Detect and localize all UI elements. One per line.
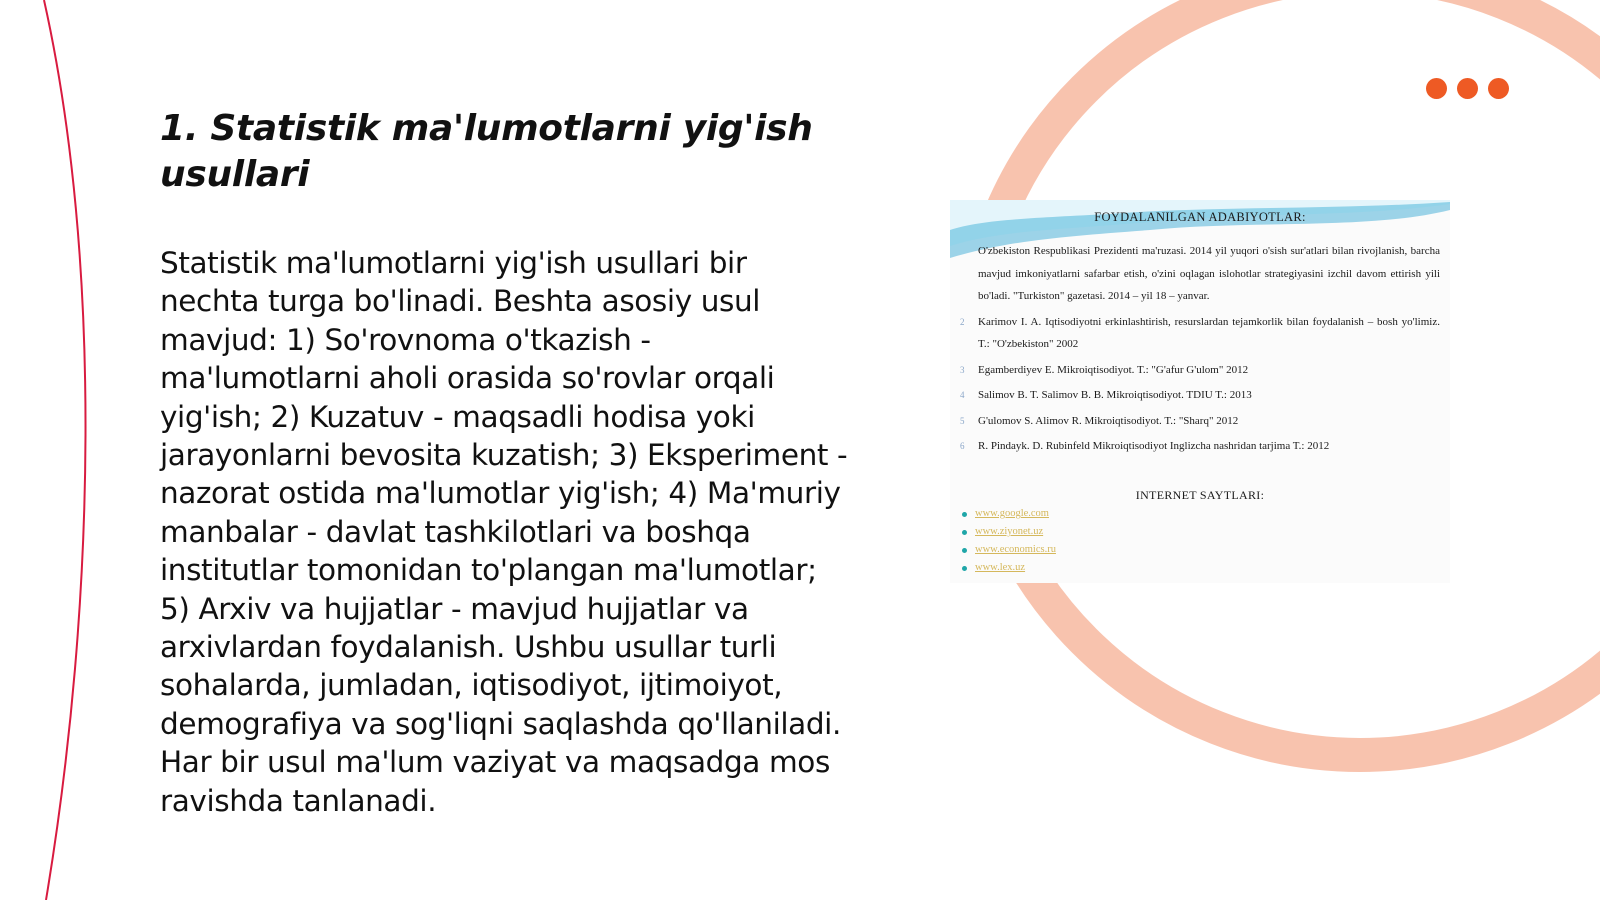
bullet-icon (962, 566, 967, 571)
decor-dots (1426, 78, 1509, 99)
reference-text: Salimov B. T. Salimov B. B. Mikroiqtisodiyot. TDIU T.: 2013 (978, 389, 1252, 401)
reference-number: 2 (960, 316, 965, 327)
reference-item (960, 359, 1440, 382)
internet-links-list (962, 505, 1056, 577)
decor-dot (1457, 78, 1478, 99)
reference-number: 5 (960, 415, 965, 426)
left-accent-curve (44, 0, 86, 900)
reference-item (978, 240, 1440, 308)
internet-link-item (962, 505, 1056, 523)
slide-body-text: Statistik ma'lumotlarni yig'ish usullari bir nechta turga bo'linadi. Beshta asosiy usul mavjud: 1) So'rovnoma o'tkazish - ma'lumotlarni aholi orasida so'rovlar orqali yig'ish; 2) Kuzatuv - maqsadli hodisa yoki jarayonlarni bevosita kuzatish; 3) Eksperiment - nazorat ostida ma'lumotlar yig'ish; 4) Ma'muriy manbalar - davlat tashkilotlari va boshqa institutlar tomonidan to'plangan ma'lumotlar; 5) Arxiv va hujjatlar - mavjud hujjatlar va arxivlardan foydalanish. Ushbu usullar turli sohalarda, jumladan, iqtisodiyot, ijtimoiyot, demografiya va sog'liqni saqlashda qo'llaniladi. Har bir usul ma'lum vaziyat va maqsadga mos ravishda tanlanadi. (160, 246, 848, 818)
internet-sites-heading: INTERNET SAYTLARI: (1135, 488, 1265, 502)
reference-text: O'zbekiston Respublikasi Prezidenti ma'ruzasi. 2014 yil yuqori o'sish sur'atlari bilan rivojlanish, barcha mavjud imkoniyatlarni safarbar etish, o'zini oqlagan islohotlar strategiyasini izchil davom ettirish yili bo'ladi. "Turkiston" gazetasi. 2014 – yil 18 – yanvar. (978, 245, 1440, 302)
internet-link: www.google.com (975, 508, 1049, 519)
reference-number: 3 (960, 364, 965, 375)
reference-text: R. Pindayk. D. Rubinfeld Mikroiqtisodiyot Inglizcha nashridan tarjima T.: 2012 (978, 440, 1330, 452)
reference-item (960, 410, 1440, 433)
decor-dot (1426, 78, 1447, 99)
reference-text: G'ulomov S. Alimov R. Mikroiqtisodiyot. T.: "Sharq" 2012 (978, 414, 1239, 427)
slide-title: 1. Statistik ma'lumotlarni yig'ish usullari (160, 108, 813, 195)
reference-text: Karimov I. A. Iqtisodiyotni erkinlashtirish, resurslardan tejamkorlik bilan foydalanish – bosh yo'limiz. T.: "O'zbekiston" 2002 (978, 315, 1440, 350)
reference-item (960, 384, 1440, 407)
references-heading: FOYDALANILGAN ADABIYOTLAR: (1094, 210, 1306, 224)
internet-link: www.ziyonet.uz (975, 526, 1044, 537)
reference-number: 4 (960, 390, 965, 400)
references-list (960, 240, 1440, 461)
internet-link-item (962, 523, 1056, 541)
reference-item (960, 311, 1440, 356)
internet-link: www.lex.uz (975, 562, 1026, 573)
decor-dot (1488, 78, 1509, 99)
internet-link: www.economics.ru (975, 544, 1056, 555)
internet-link-item (962, 541, 1056, 559)
bullet-icon (962, 530, 967, 535)
internet-link-item (962, 559, 1056, 577)
bullet-icon (962, 512, 967, 517)
reference-number: 6 (960, 441, 965, 451)
reference-item (960, 435, 1440, 458)
references-image (950, 200, 1450, 583)
bullet-icon (962, 548, 967, 553)
reference-text: Egamberdiyev E. Mikroiqtisodiyot. T.: "G'afur G'ulom" 2012 (978, 363, 1249, 376)
